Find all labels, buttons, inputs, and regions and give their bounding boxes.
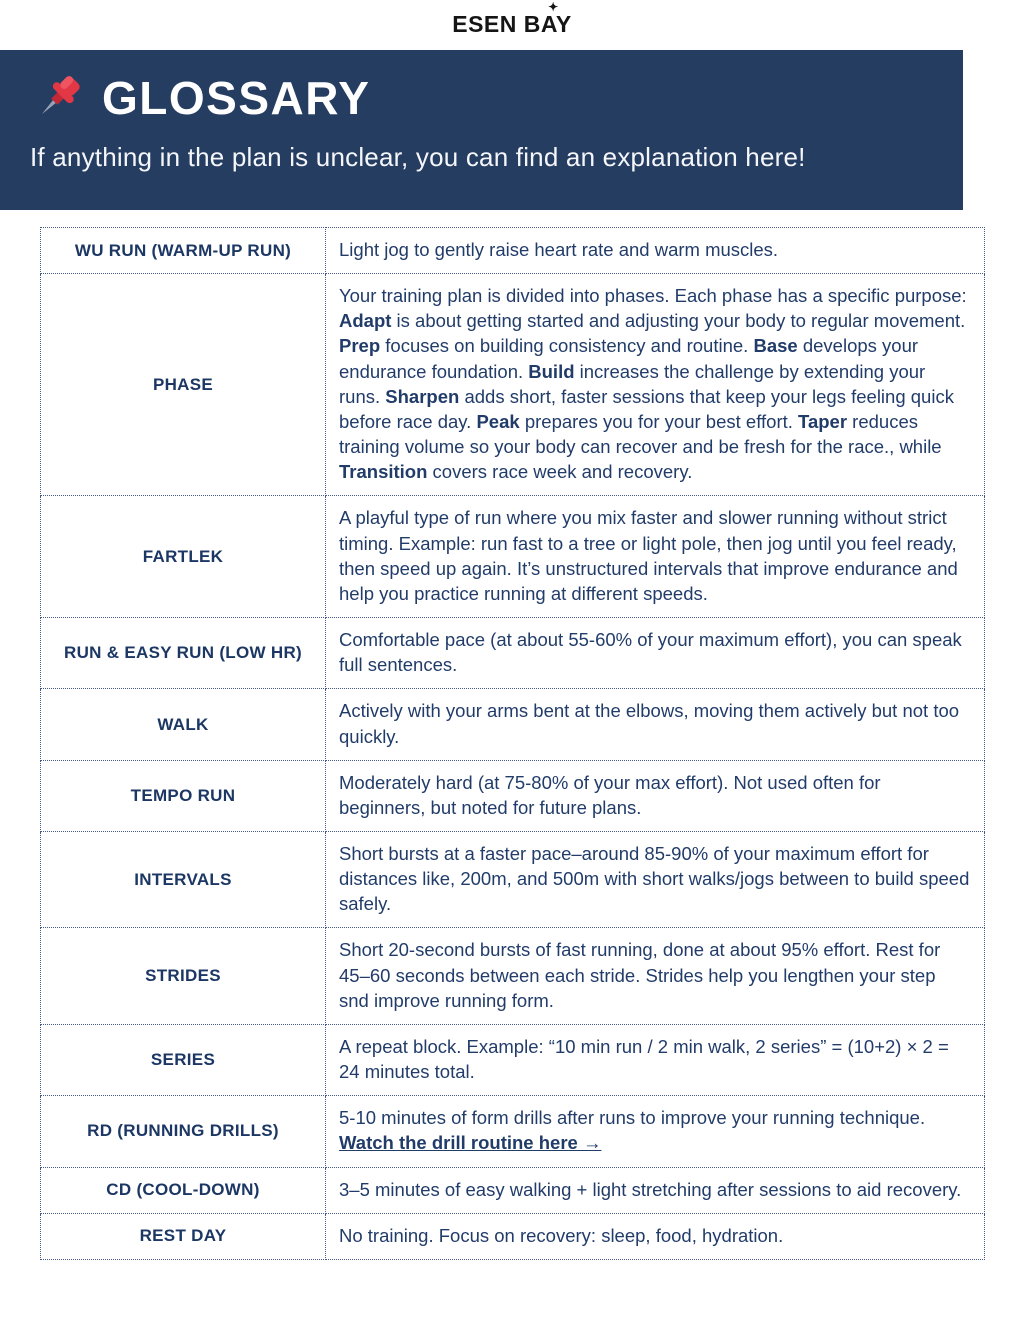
definition-text: Your training plan is divided into phases. Each phase has a specific purpose: <box>339 285 967 307</box>
bold-text: Sharpen <box>385 385 460 407</box>
term-cell: RUN & EASY RUN (LOW HR) <box>41 618 326 689</box>
definition-text: Comfortable pace (at about 55-60% of your maximum effort), you can speak full sentences. <box>339 629 962 676</box>
drill-routine-link[interactable]: Watch the drill routine here → <box>339 1132 602 1154</box>
brand-logo-text-1: ESEN B <box>452 11 541 37</box>
definition-text: Moderately hard (at 75-80% of your max effort). Not used often for beginners, but noted for future plans. <box>339 771 881 818</box>
definition-cell <box>326 689 985 760</box>
table-row <box>41 928 985 1024</box>
table-row <box>41 228 985 274</box>
term-cell: PHASE <box>41 274 326 496</box>
table-row <box>41 1096 985 1167</box>
brand-logo-text-3: Y <box>555 11 572 37</box>
brand-logo-text-2: A <box>540 11 556 37</box>
definition-cell <box>326 1213 985 1259</box>
definition-cell <box>326 228 985 274</box>
bold-text: Base <box>753 335 798 357</box>
table-row <box>41 496 985 618</box>
table-row <box>41 1213 985 1259</box>
definition-cell <box>326 618 985 689</box>
definition-cell <box>326 928 985 1024</box>
definition-cell <box>326 1096 985 1167</box>
term-cell: RD (RUNNING DRILLS) <box>41 1096 326 1167</box>
table-row <box>41 1167 985 1213</box>
term-cell: CD (COOL-DOWN) <box>41 1167 326 1213</box>
brand-logo <box>452 0 572 38</box>
glossary-table <box>40 227 985 1260</box>
term-cell: REST DAY <box>41 1213 326 1259</box>
definition-cell <box>326 831 985 927</box>
definition-text: Light jog to gently raise heart rate and warm muscles. <box>339 239 779 260</box>
definition-cell <box>326 274 985 496</box>
definition-text: Actively with your arms bent at the elbows, moving them actively but not too quickly. <box>339 700 960 747</box>
definition-cell <box>326 760 985 831</box>
sparkle-icon: ✦ <box>548 0 559 14</box>
definition-cell <box>326 1024 985 1095</box>
definition-text: No training. Focus on recovery: sleep, food, hydration. <box>339 1224 784 1246</box>
table-row <box>41 274 985 496</box>
table-row <box>41 1024 985 1095</box>
term-cell: FARTLEK <box>41 496 326 618</box>
table-row <box>41 618 985 689</box>
term-cell: INTERVALS <box>41 831 326 927</box>
definition-text: Short 20-second bursts of fast running, done at about 95% effort. Rest for 45–60 seconds between each stride. Strides help you lengthen your step snd improve running form. <box>339 939 941 1011</box>
term-cell: WALK <box>41 689 326 760</box>
term-cell: TEMPO RUN <box>41 760 326 831</box>
definition-text: develops your endurance foundation. <box>339 335 919 382</box>
glossary-title-row <box>30 70 963 126</box>
term-cell: WU RUN (WARM-UP RUN) <box>41 228 326 274</box>
term-cell: SERIES <box>41 1024 326 1095</box>
definition-text: prepares you for your best effort. <box>519 410 799 432</box>
table-row <box>41 831 985 927</box>
page-subtitle: If anything in the plan is unclear, you can find an explanation here! <box>30 142 806 172</box>
term-cell: STRIDES <box>41 928 326 1024</box>
definition-cell <box>326 1167 985 1213</box>
definition-text: adds short, faster sessions that keep your legs feeling quick before race day. <box>339 385 954 432</box>
definition-text: is about getting started and adjusting your body to regular movement. <box>391 310 966 332</box>
definition-text: 5-10 minutes of form drills after runs to improve your running technique. <box>339 1107 926 1129</box>
definition-text: increases the challenge by extending your runs. <box>339 360 926 407</box>
brand-logo-row <box>0 0 1024 50</box>
definition-text: covers race week and recovery. <box>427 461 693 483</box>
table-row <box>41 689 985 760</box>
glossary-header-band <box>0 50 963 210</box>
definition-text: A repeat block. Example: “10 min run / 2 min walk, 2 series” = (10+2) × 2 = 24 minutes total. <box>339 1035 949 1083</box>
table-row <box>41 760 985 831</box>
definition-text: Short bursts at a faster pace–around 85-90% of your maximum effort for distances like, 200m, and 500m with short walks/jogs between to build speed safely. <box>339 842 970 915</box>
bold-text: Build <box>528 360 575 382</box>
bold-text: Transition <box>339 461 428 483</box>
bold-text: Adapt <box>339 310 392 332</box>
glossary-table-body <box>41 228 985 1260</box>
bold-text: Peak <box>476 410 520 432</box>
bold-text: Taper <box>798 410 848 432</box>
definition-text: 3–5 minutes of easy walking + light stretching after sessions to aid recovery. <box>339 1178 962 1200</box>
pushpin-icon <box>30 70 86 126</box>
definition-text: reduces training volume so your body can recover and be fresh for the race., while <box>339 410 942 458</box>
definition-cell <box>326 496 985 618</box>
page-title: GLOSSARY <box>102 72 371 124</box>
definition-text: A playful type of run where you mix faster and slower running without strict timing. Example: run fast to a tree or light pole, then jog until you feel ready, then speed up again. It’s unstructured intervals that improve endurance and help you practice running at different speeds. <box>339 507 958 604</box>
bold-text: Prep <box>339 335 381 357</box>
definition-text: focuses on building consistency and routine. <box>380 335 754 357</box>
